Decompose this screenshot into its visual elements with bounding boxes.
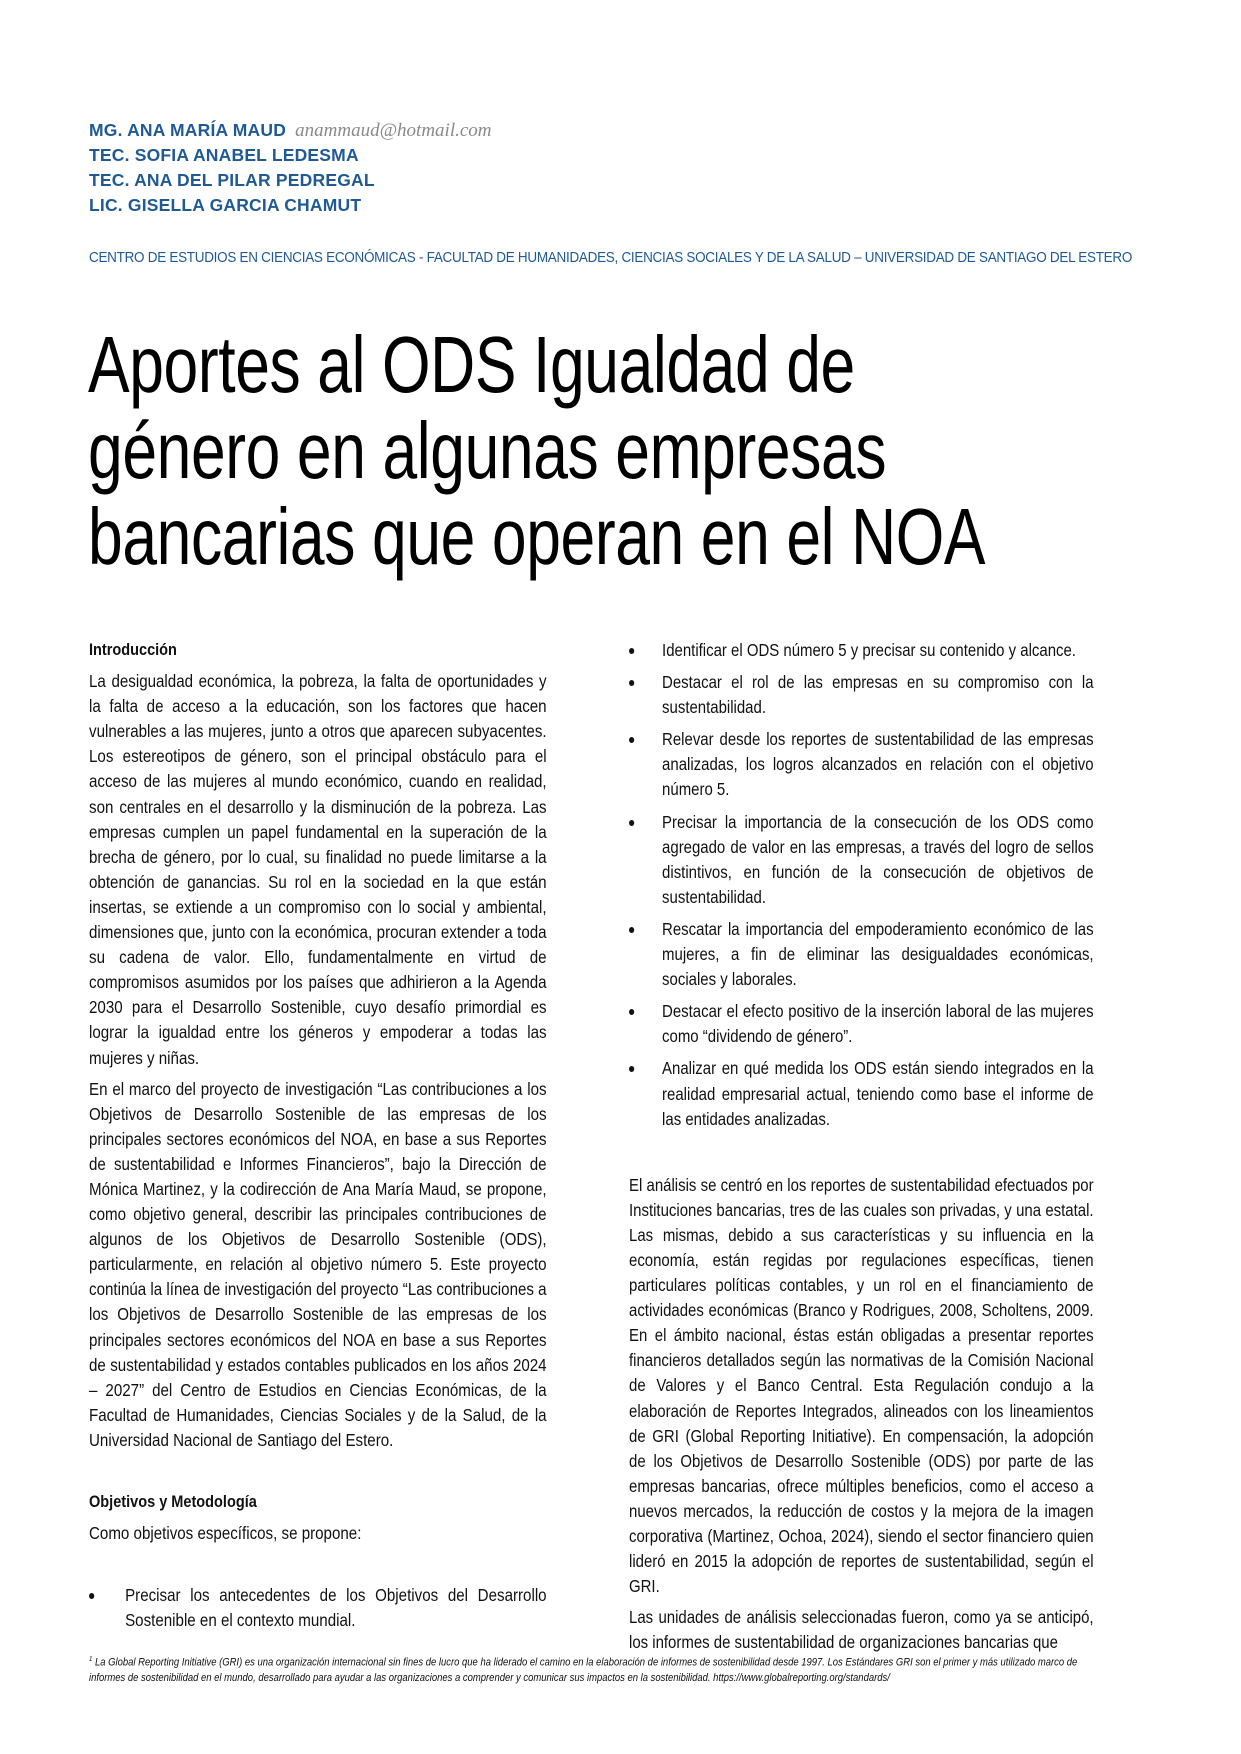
author-4: LIC. GISELLA GARCIA CHAMUT (89, 195, 362, 215)
bullet-icon (629, 927, 634, 933)
right-column (629, 638, 1094, 1661)
author-email-link[interactable]: anammaud@hotmail.com (295, 120, 492, 141)
intro-paragraph-1: La desigualdad económica, la pobreza, la falta de oportunidades y la falta de acceso a la educación, son los factores que hacen vulnerables a las mujeres, junto a otros que aparecen subyacentes. Los estereotipos de género, son el principal obstáculo para el acceso de las mujeres al mundo económico, cuando en realidad, son centrales en el desarrollo y la disminución de la pobreza. Las empresas cumplen un papel fundamental en la superación de la brecha de género, por lo cual, su finalidad no puede limitarse a la obtención de ganancias. Su rol en la sociedad en la que están insertas, se extiende a un compromiso con lo social y ambiental, dimensiones que, junto con la económica, procuran extender a toda su cadena de valor. Ello, fundamentalmente en virtud de compromisos asumidos por los países que adhirieron a la Agenda 2030 para el Desarrollo Sostenible, cuyo desafío primordial es lograr la igualdad entre los géneros y empoderar a todas las mujeres y niñas. (89, 671, 547, 1068)
article-title (88, 322, 985, 580)
author-name: MG. ANA MARÍA MAUD (89, 120, 287, 140)
title-line-2: género en algunas empresas (88, 406, 887, 495)
list-item: Destacar el efecto positivo de la inserción laboral de las mujeres como “dividendo de género”. (629, 999, 1094, 1049)
list-item: Rescatar la importancia del empoderamiento económico de las mujeres, a fin de eliminar las desigualdades económicas, sociales y laborales. (629, 917, 1094, 992)
list-item: Identificar el ODS número 5 y precisar su contenido y alcance. (629, 638, 1094, 663)
footnote (89, 1652, 1104, 1686)
analysis-paragraph-2: Las unidades de análisis seleccionadas fueron, como ya se anticipó, los informes de sustentabilidad de organizaciones bancarias que (629, 1607, 1094, 1653)
section-heading-introduction: Introducción (89, 641, 177, 659)
list-item: Analizar en qué medida los ODS están siendo integrados en la realidad empresarial actual, teniendo como base el informe de las entidades analizadas. (629, 1056, 1094, 1131)
affiliation: CENTRO DE ESTUDIOS EN CIENCIAS ECONÓMICAS - FACULTAD DE HUMANIDADES, CIENCIAS SOCIALES Y DE LA SALUD – UNIVERSIDAD DE SANTIAGO DEL ESTERO (89, 250, 1133, 266)
author-1 (89, 118, 492, 143)
bullet-icon (629, 820, 634, 826)
author-3: TEC. ANA DEL PILAR PEDREGAL (89, 170, 375, 190)
bullet-icon (629, 680, 634, 686)
list-item: Relevar desde los reportes de sustentabilidad de las empresas analizadas, los logros alcanzados en relación con el objetivo número 5. (629, 727, 1094, 802)
title-line-3: bancarias que operan en el NOA (88, 492, 986, 581)
footnote-marker: 1 (89, 1656, 93, 1663)
analysis-paragraph-1: El análisis se centró en los reportes de sustentabilidad efectuados por Instituciones bancarias, tres de las cuales son privadas, y una estatal. Las mismas, debido a sus características y su influencia en la economía, están regidas por regulaciones específicas, tienen particulares políticas contables, y un rol en el financiamiento de actividades económicas (Branco y Rodrigues, 2008, Scholtens, 2009. En el ámbito nacional, éstas están obligadas a presentar reportes financieros detallados según las normativas de la Comisión Nacional de Valores y el Banco Central. Esta Regulación condujo a la elaboración de Reportes Integrados, alineados con los lineamientos de GRI (Global Reporting Initiative). En compensación, la adopción de los Objetivos de Desarrollo Sostenible (ODS) por parte de las empresas bancarias, ofrece múltiples beneficios, como el acceso a nuevos mercados, la reducción de costos y la mejora de la imagen corporativa (Martinez, Ochoa, 2024), siendo el sector financiero quien lideró en 2015 la adopción de reportes de sustentabilidad, según el GRI. (629, 1174, 1094, 1597)
left-column (89, 638, 547, 1640)
list-item: Destacar el rol de las empresas en su compromiso con la sustentabilidad. (629, 670, 1094, 720)
author-list (89, 118, 492, 218)
bullet-icon (89, 1593, 94, 1599)
bullet-icon (629, 1009, 634, 1015)
list-item: Precisar los antecedentes de los Objetivos del Desarrollo Sostenible en el contexto mundial. (89, 1583, 547, 1633)
bullet-icon (629, 1066, 634, 1072)
section-heading-objectives: Objetivos y Metodología (89, 1493, 257, 1511)
objectives-list-part-2 (629, 638, 1094, 1132)
author-2: TEC. SOFIA ANABEL LEDESMA (89, 145, 359, 165)
bullet-icon (629, 737, 634, 743)
footnote-text: La Global Reporting Initiative (GRI) es una organización internacional sin fines de lucro que ha liderado el camino en la elaboración de informes de sostenibilidad desde 1997. Los Estándares GRI son el primer y más utilizado marco de informes de sostenibilidad en el mundo, desarrollado para ayudar a las organizaciones a comprender y comunicar sus impactos en la sostenibilidad. https://www.globalreporting.org/standards/ (89, 1656, 1078, 1684)
objectives-list-part-1 (89, 1583, 547, 1633)
title-line-1: Aportes al ODS Igualdad de (88, 320, 855, 409)
objectives-intro: Como objetivos específicos, se propone: (89, 1523, 362, 1544)
list-item: Precisar la importancia de la consecución de los ODS como agregado de valor en las empresas, a través del logro de sellos distintivos, en función de la consecución de objetivos de sustentabilidad. (629, 810, 1094, 910)
bullet-icon (629, 648, 634, 654)
intro-paragraph-2: En el marco del proyecto de investigación “Las contribuciones a los Objetivos de Desarrollo Sostenible de las empresas de los principales sectores económicos del NOA, en base a sus Reportes de sustentabilidad e Informes Financieros”, bajo la Dirección de Mónica Martinez, y la codirección de Ana María Maud, se propone, como objetivo general, describir las principales contribuciones de algunos de los Objetivos de Desarrollo Sostenible (ODS), particularmente, en relación al objetivo número 5. Este proyecto continúa la línea de investigación del proyecto “Las contribuciones a los Objetivos de Desarrollo Sostenible de las empresas de los principales sectores económicos del NOA en base a sus Reportes de sustentabilidad y estados contables publicados en los años 2024 – 2027” del Centro de Estudios en Ciencias Económicas, de la Facultad de Humanidades, Ciencias Sociales y de la Salud, de la Universidad Nacional de Santiago del Estero. (89, 1078, 547, 1450)
